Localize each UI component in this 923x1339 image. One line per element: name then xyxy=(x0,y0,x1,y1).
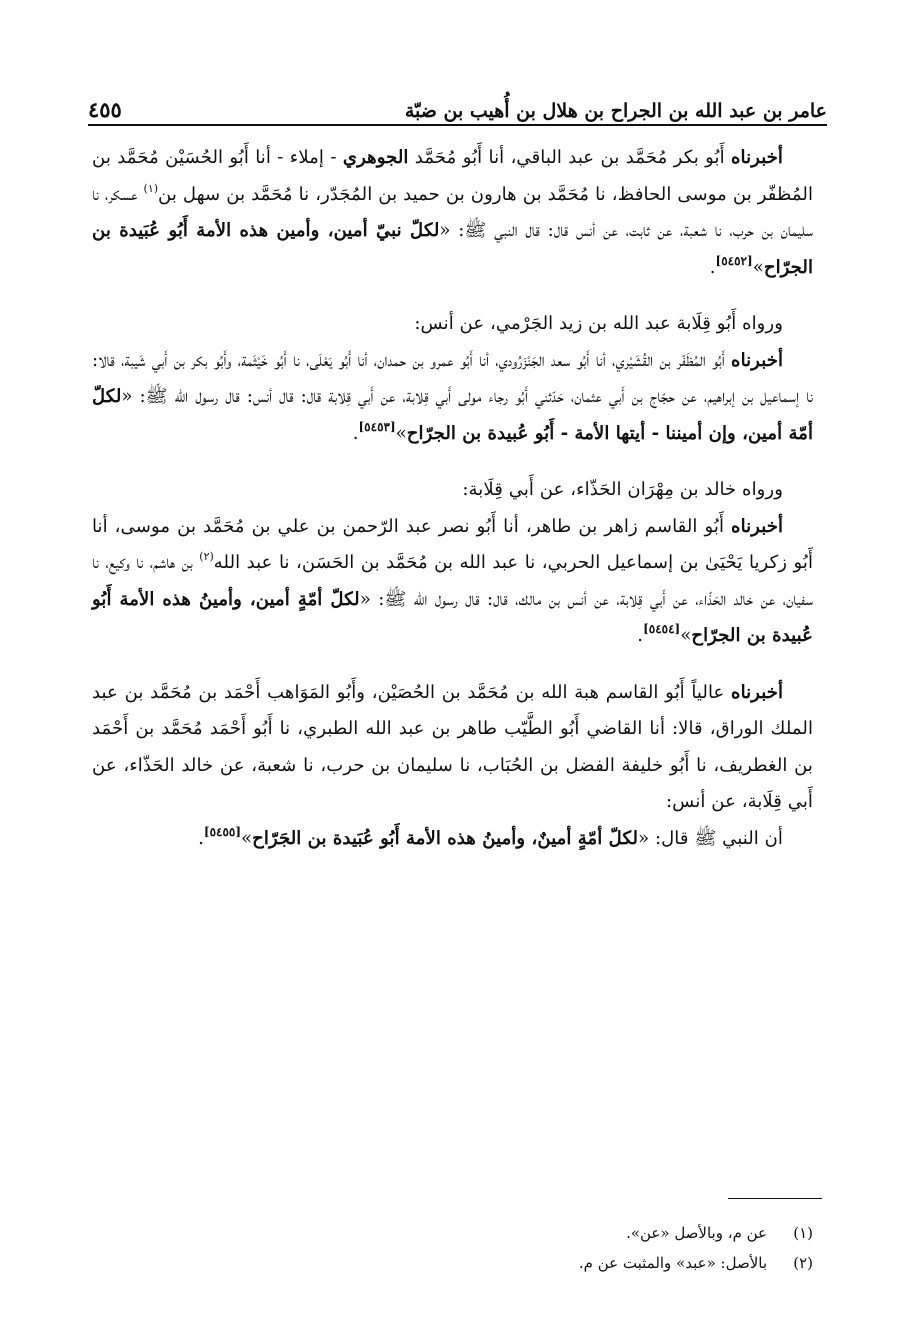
paragraph-7: أن النبي ﷺ قال: «لكلّ أمّةٍ أمينٌ، وأمينُ هذه الأمة أَبُو عُبَيدة بن الجَرّاح»[٥٤٥٥]. xyxy=(198,824,783,849)
page-number: ٤٥٥ xyxy=(88,97,122,122)
paragraph-5: أخبرناه أَبُو القاسم زاهر بن طاهر، أنا أَبُو نصر عبد الرّحمن بن علي بن مُحَمَّد بن موسى، أنا أَبُو زكريا يَحْيَىٰ بن إسماعيل الحربي، نا عبد الله بن مُحَمَّد بن الحَسَن، نا عبد الله$^{(٢)}$ بن هاشم، نا وكيع، نا سفيان، عن خالد الحَذّاء، عن أَبي قِلابة، عن أنس بن مالك، قال: قال رسول الله ﷺ: «لكلّ أمّةٍ أمين، وأمينُ هذه الأمة أَبُو عُبيدة بن الجرّاح»[٥٤٥٤]. xyxy=(92,515,814,646)
footnote-number: (١) xyxy=(793,1224,813,1242)
main-text xyxy=(92,140,813,857)
hadith-number: [٥٤٥٥] xyxy=(203,824,242,839)
running-title: عامر بن عبد الله بن الجراح بن هلال بن أُهيب بن ضبّة xyxy=(404,100,827,122)
paragraph-3: أخبرناه أَبُو المُظَفّر بن القُشَيْري، أنا أَبُو سعد الجَنْزَرُودي، أنا أَبُو عمرو بن حمدان، أنا أَبُو يَعْلَى، نا أَبُو خَيْثَمة، وأَبُو بكر بن أَبي شَيبة، قالا: نا إسماعيل بن إبراهيم، عن حجّاج بن أَبي عثمان، حَدّثني أَبُو رجاء مولى أَبي قِلابة، عن أَبي قِلابة قال: قال أنس: قال رسول الله ﷺ: «لكلّ أمّة أمين، وإن أميننا - أيتها الأمة - أَبُو عُبيدة بن الجرّاح»[٥٤٥٣]. xyxy=(92,349,814,444)
hadith-number: [٥٤٥٢] xyxy=(715,253,753,268)
page-header xyxy=(88,84,827,122)
hadith-quote: لكلّ نبيّ أمين، وأمين هذه الأمة أَبُو عُبَيدة بن الجرّاح xyxy=(92,220,813,278)
hadith-quote: لكلّ أمّة أمين، وإن أميننا - أيتها الأمة - أَبُو عُبيدة بن الجرّاح xyxy=(92,386,813,444)
footnote-marker: (١) xyxy=(143,181,159,195)
hadith-quote: لكلّ أمّةٍ أمين، وأمينُ هذه الأمة أَبُو عُبيدة بن الجرّاح xyxy=(92,588,813,646)
narration-lead: أخبرناه xyxy=(731,681,783,703)
footnote-number: (٢) xyxy=(793,1254,813,1272)
footnote-text: عن م، وبالأصل «عن». xyxy=(626,1224,767,1242)
hadith-number: [٥٤٥٤] xyxy=(643,622,681,636)
footnote xyxy=(200,1248,813,1278)
paragraph-2: ورواه أَبُو قِلَابة عبد الله بن زيد الجَرْمي، عن أنس: xyxy=(414,313,783,334)
footnote-rule xyxy=(728,1198,822,1199)
narration-lead: أخبرناه xyxy=(731,515,783,537)
footnote-text: بالأصل: «عبد» والمثبت عن م. xyxy=(578,1254,767,1272)
paragraph-6: أخبرناه عالياً أَبُو القاسم هبة الله بن مُحَمَّد بن الحُصَيْن، وأَبُو المَوَاهب أَحْمَد بن مُحَمَّد بن عبد الملك الوراق، قالا: أنا القاضي أَبُو الطَّيّب طاهر بن عبد الله الطبري، نا أَبُو أَحْمَد مُحَمَّد بن أَحْمَد بن الغطريف، نا أَبُو خليفة الفضل بن الحُبَاب، نا سليمان بن حرب، نا شعبة، عن خالد الحَذّاء، عن أَبي قِلَابة، عن أنس: xyxy=(92,681,813,812)
footnote-marker: (٢) xyxy=(199,550,214,563)
footnotes xyxy=(200,1218,813,1278)
hadith-number: [٥٤٥٣] xyxy=(358,419,396,434)
hadith-quote: لكلّ أمّةٍ أمينٌ، وأمينُ هذه الأمة أَبُو عُبَيدة بن الجَرّاح xyxy=(252,827,639,849)
narration-lead: أخبرناه xyxy=(731,147,783,168)
narration-lead: أخبرناه xyxy=(731,349,783,371)
paragraph-1: أخبرناه أَبُو بكر مُحَمَّد بن عبد الباقي، أنا أَبُو مُحَمَّد الجوهري - إملاء - أنا أَبُو الحُسَيْن مُحَمَّد بن المُظفّر بن موسى الحافظ، نا مُحَمَّد بن هارون بن حميد بن المُجَدّر، نا مُحَمَّد بن سهل بن$^{(١)}$ عسكر، نا سليمان بن حرب، نا شعبة، عن ثابت، عن أنس قال: قال النبي ﷺ: «لكلّ نبيّ أمين، وأمين هذه الأمة أَبُو عُبَيدة بن الجرّاح»[٥٤٥٢]. xyxy=(92,147,813,278)
paragraph-4: ورواه خالد بن مِهْرَان الحَذّاء، عن أَبي قِلَابة: xyxy=(462,479,783,500)
header-rule xyxy=(88,124,827,126)
footnote xyxy=(200,1218,813,1248)
